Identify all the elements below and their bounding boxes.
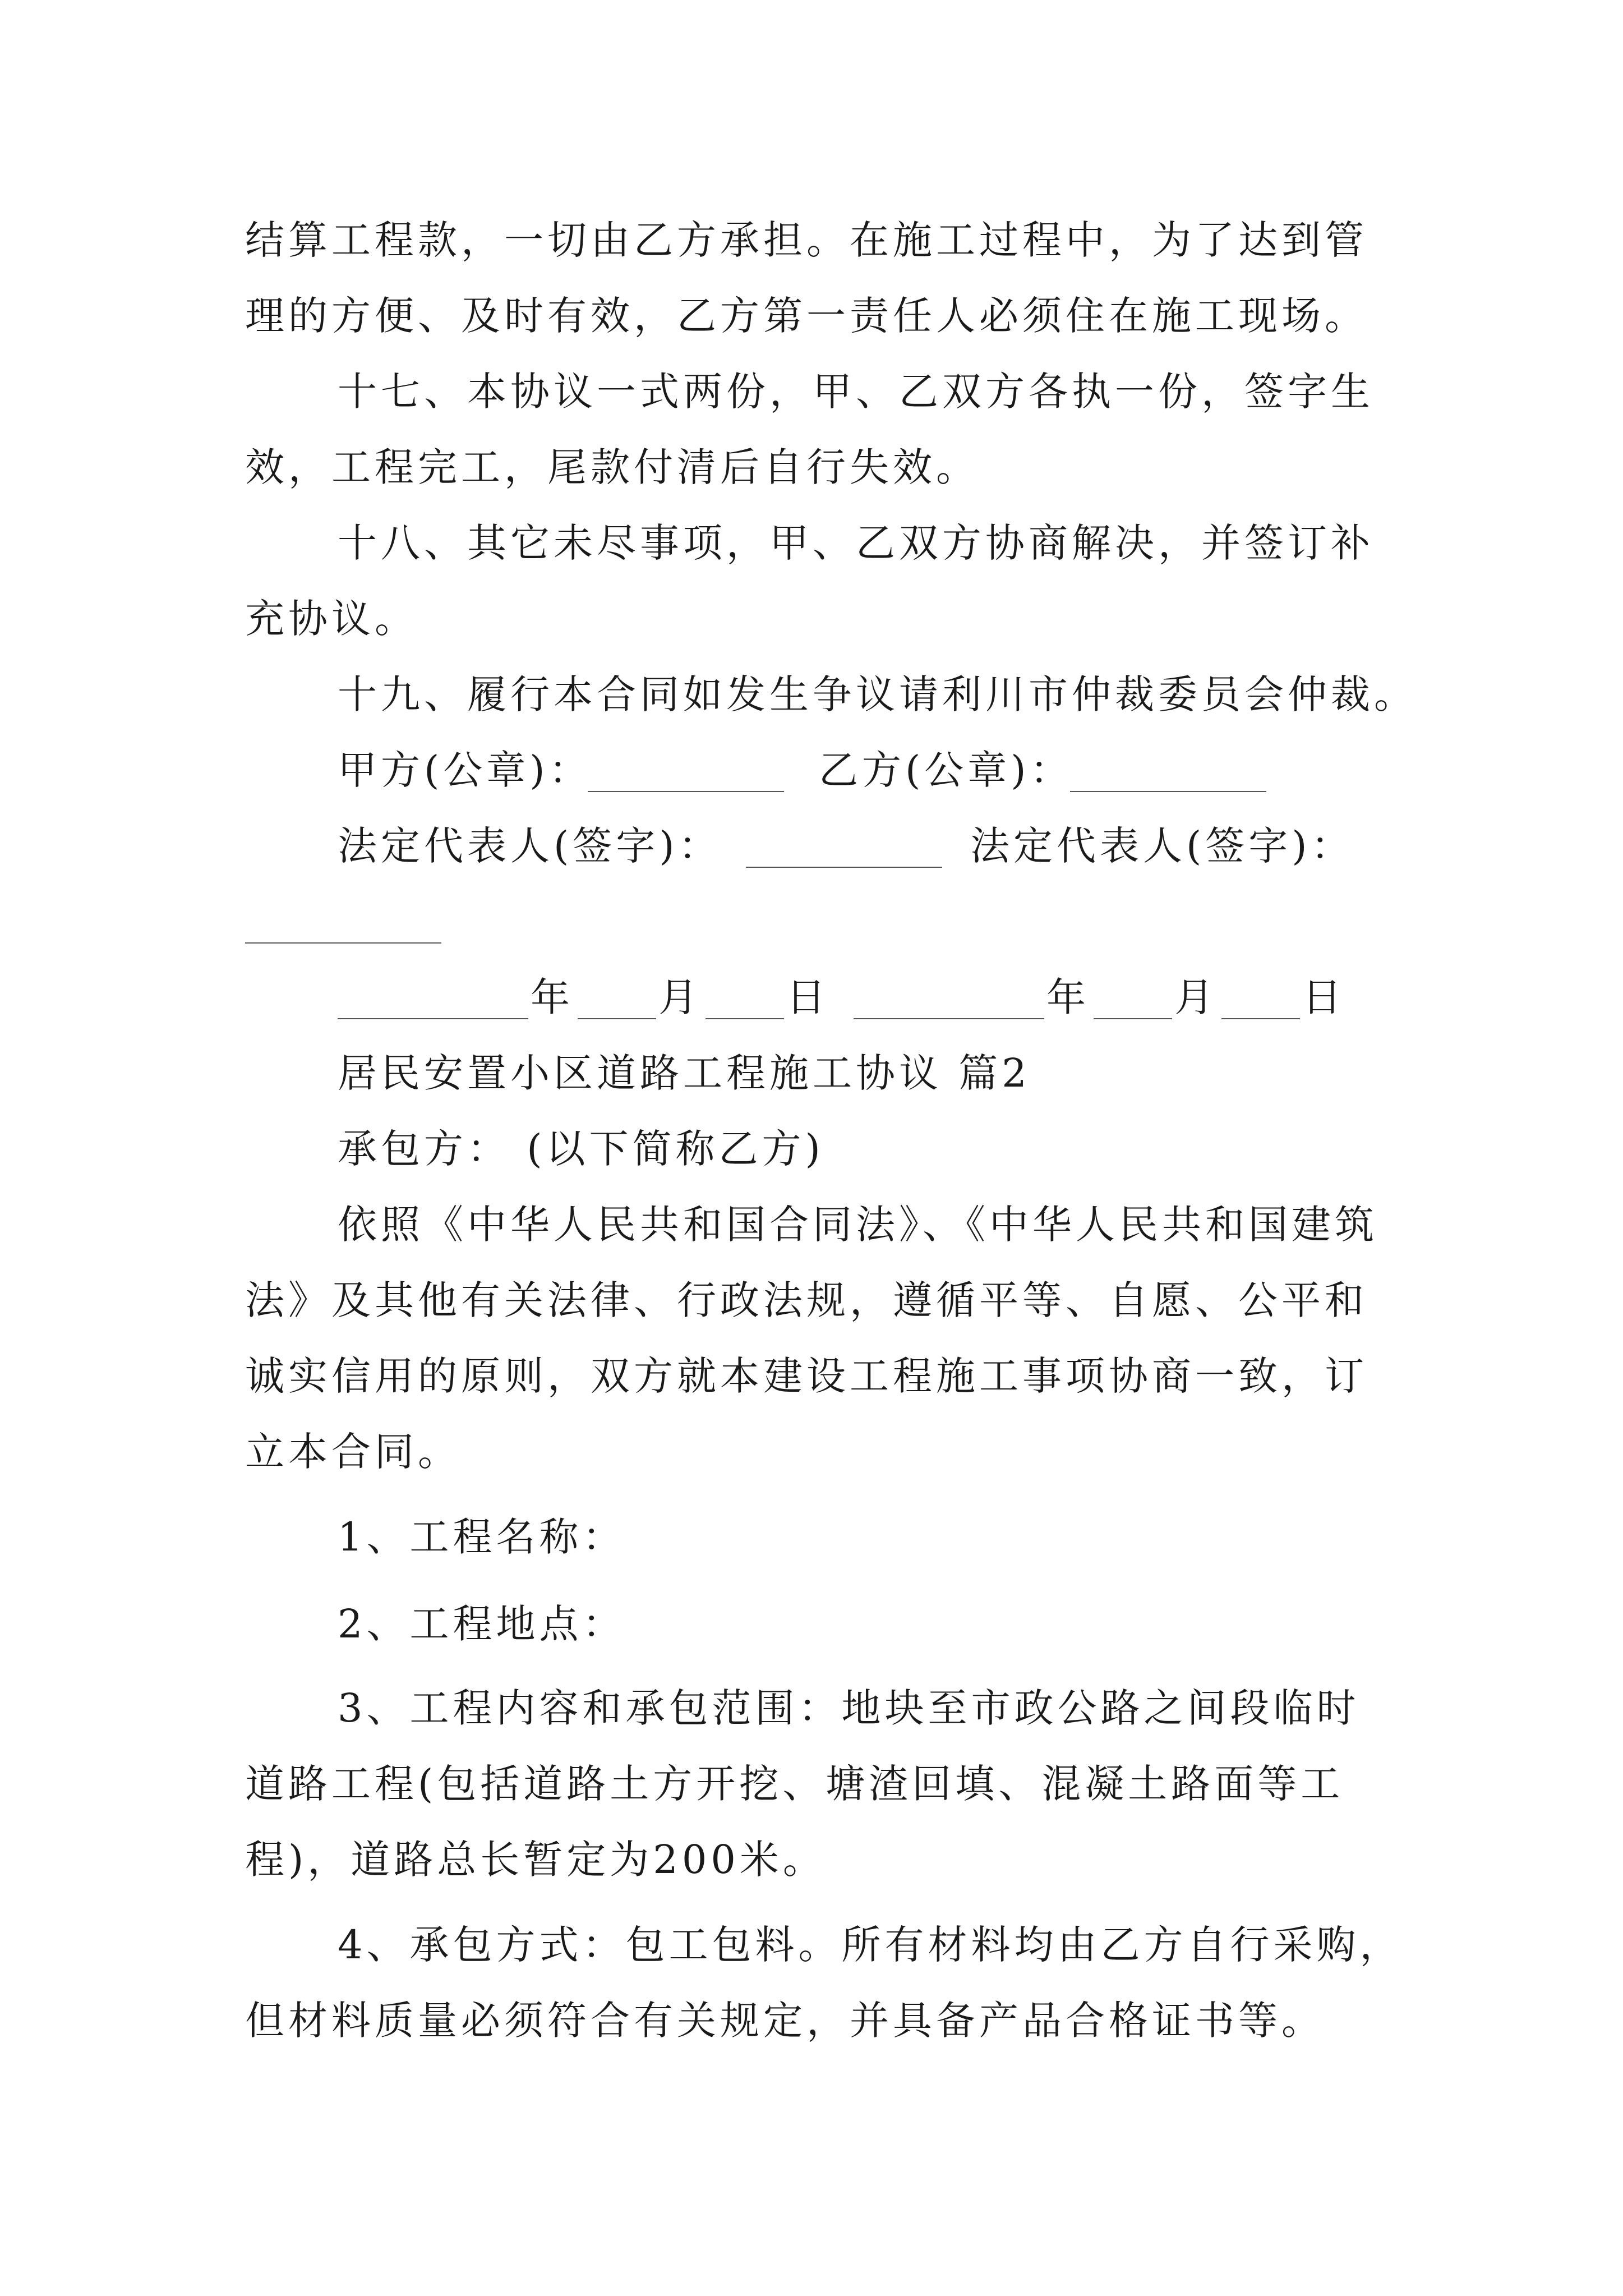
paragraph-line: 但材料质量必须符合有关规定，并具备产品合格证书等。 [245,1998,1325,2044]
rep-b-label: 法定代表人(签字)： [970,823,1354,869]
paragraph-line: 道路工程(包括道路土方开挖、塘渣回填、混凝土路面等工 [245,1761,1344,1807]
party-b-seal-label: 乙方(公章)： [819,747,1073,793]
paragraph-line: 结算工程款，一切由乙方承担。在施工过程中，为了达到管 [245,217,1368,263]
date-b-year-label: 年 [1046,974,1090,1020]
date-b-year-blank [854,1018,1044,1019]
paragraph-line: 立本合同。 [245,1429,461,1475]
paragraph-line: 法》及其他有关法律、行政法规，遵循平等、自愿、公平和 [245,1277,1368,1323]
date-b-month-label: 月 [1174,974,1218,1020]
date-b-day-blank [1221,1018,1300,1019]
paragraph-line: 诚实信用的原则，双方就本建设工程施工事项协商一致，订 [245,1353,1368,1399]
date-a-year-blank [338,1018,528,1019]
date-b-day-label: 日 [1302,974,1345,1020]
date-b-month-blank [1094,1018,1172,1019]
section-title: 居民安置小区道路工程施工协议 篇2 [338,1050,1031,1096]
party-a-seal-label: 甲方(公章)： [338,747,592,793]
paragraph-line: 十八、其它未尽事项，甲、乙双方协商解决，并签订补 [338,520,1374,566]
date-a-day-blank [706,1018,784,1019]
paragraph-line: 3、工程内容和承包范围：地块至市政公路之间段临时 [338,1685,1360,1731]
paragraph-line: 十七、本协议一式两份，甲、乙双方各执一份，签字生 [338,369,1374,415]
paragraph-line: 理的方便、及时有效，乙方第一责任人必须住在施工现场。 [245,293,1368,339]
paragraph-line: 效，工程完工，尾款付清后自行失效。 [245,444,979,490]
paragraph-line: 程)，道路总长暂定为200米。 [245,1837,826,1883]
contractor-line: 承包方： (以下简称乙方) [338,1126,824,1172]
paragraph-line: 依照《中华人民共和国合同法》、《中华人民共和国建筑 [338,1202,1378,1248]
rep-b-blank [245,942,441,944]
rep-a-blank [746,867,942,868]
party-b-seal-blank [1070,791,1266,792]
date-a-month-blank [578,1018,656,1019]
paragraph-line: 十九、履行本合同如发生争议请利川市仲裁委员会仲裁。 [338,671,1417,717]
paragraph-line: 充协议。 [245,596,418,642]
item-project-location: 2、工程地点： [338,1601,626,1647]
party-a-seal-blank [588,791,784,792]
date-a-day-label: 日 [786,974,829,1020]
paragraph-line: 4、承包方式：包工包料。所有材料均由乙方自行采购， [338,1922,1403,1968]
date-a-month-label: 月 [658,974,702,1020]
item-project-name: 1、工程名称： [338,1514,626,1560]
rep-a-label: 法定代表人(签字)： [338,823,722,869]
date-a-year-label: 年 [531,974,574,1020]
